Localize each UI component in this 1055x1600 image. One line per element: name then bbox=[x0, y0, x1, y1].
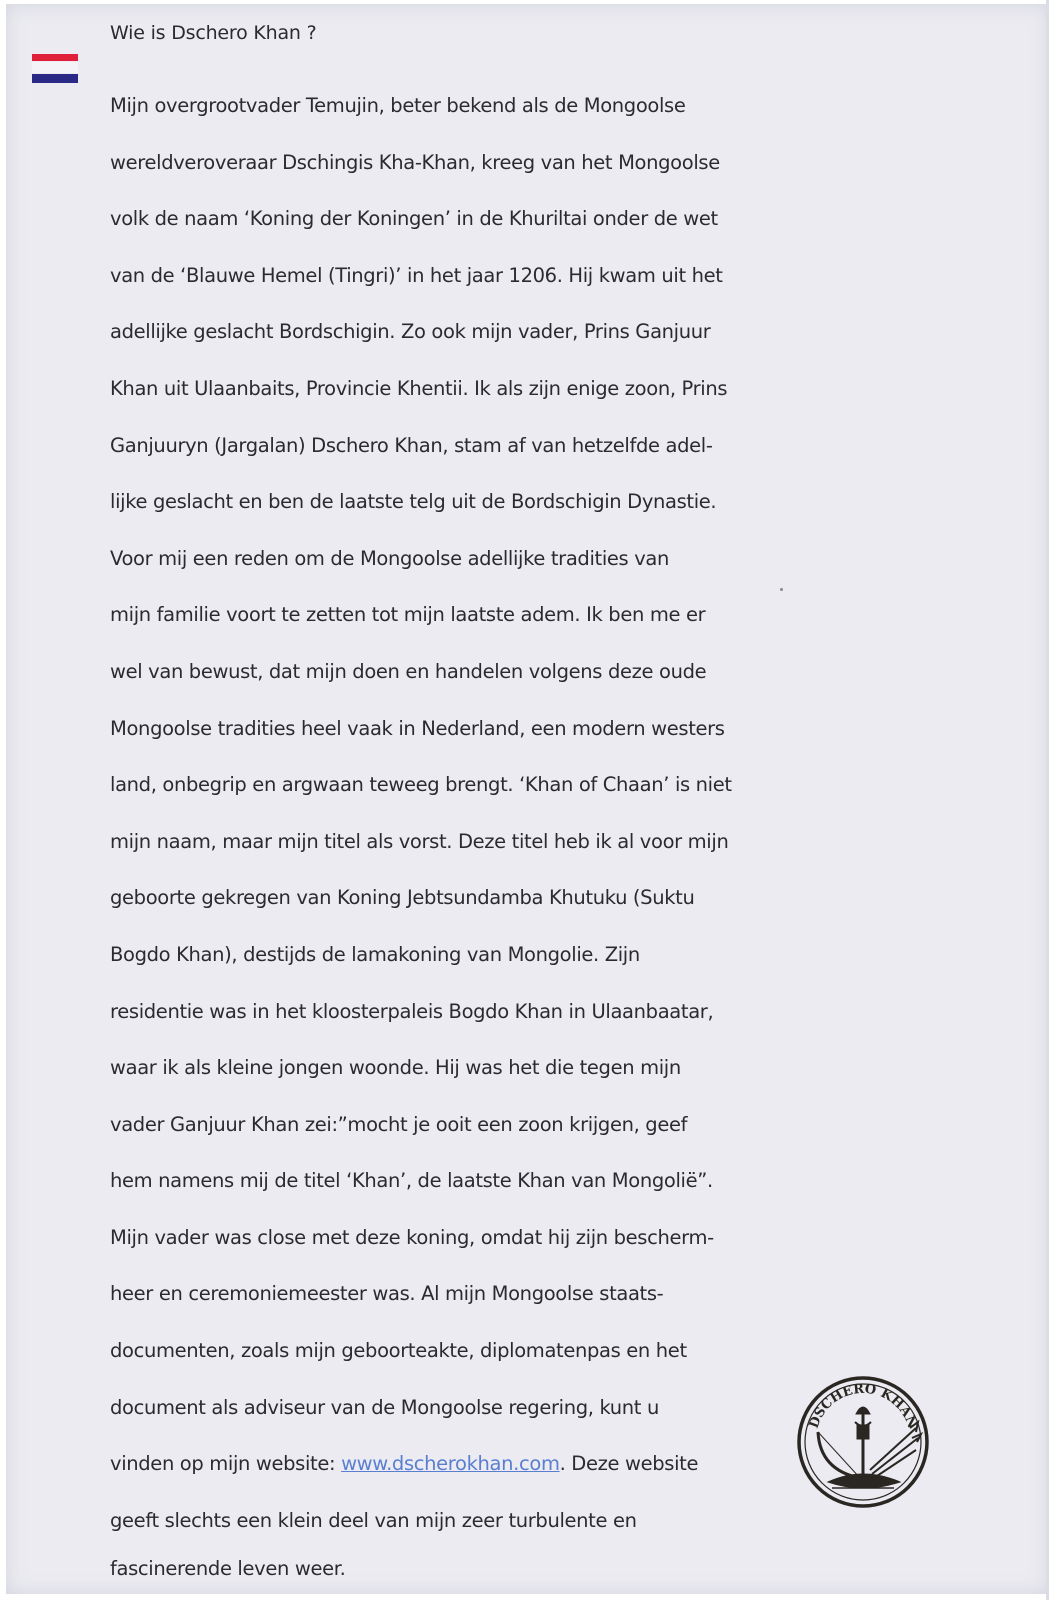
text-line: Mijn overgrootvader Temujin, beter bekend als de Mongoolse bbox=[110, 94, 686, 117]
text-line: wereldveroveraar Dschingis Kha-Khan, kreeg van het Mongoolse bbox=[110, 150, 720, 174]
text-line: fascinerende leven weer. bbox=[110, 1557, 346, 1581]
text-line: document als adviseur van de Mongoolse regering, kunt u bbox=[110, 1395, 659, 1419]
text-line: van de ‘Blauwe Hemel (Tingri)’ in het jaar 1206. Hij kwam uit het bbox=[110, 263, 723, 287]
website-text-after: . Deze website bbox=[559, 1452, 699, 1476]
text-line: waar ik als kleine jongen woonde. Hij was het die tegen mijn bbox=[110, 1056, 681, 1080]
text-line: hem namens mij de titel ‘Khan’, de laatste Khan van Mongolië”. bbox=[110, 1169, 713, 1193]
text-line: land, onbegrip en argwaan teweeg brengt. ‘Khan of Chaan’ is niet bbox=[110, 773, 732, 797]
dutch-flag-icon bbox=[32, 52, 78, 86]
text-line: Bogdo Khan), destijds de lamakoning van Mongolie. Zijn bbox=[110, 942, 640, 966]
website-line bbox=[110, 1436, 810, 1493]
text-line: volk de naam ‘Koning der Koningen’ in de Khuriltai onder de wet bbox=[110, 207, 718, 231]
text-line: Voor mij een reden om de Mongoolse adellijke tradities van bbox=[110, 546, 669, 570]
paper-edge bbox=[1046, 0, 1049, 1600]
text-line: vader Ganjuur Khan zei:”mocht je ooit een zoon krijgen, geef bbox=[110, 1112, 688, 1136]
text-line: Mijn vader was close met deze koning, omdat hij zijn bescherm- bbox=[110, 1225, 714, 1249]
text-line: mijn naam, maar mijn titel als vorst. Deze titel heb ik al voor mijn bbox=[110, 829, 729, 853]
text-line: heer en ceremoniemeester was. Al mijn Mongoolse staats- bbox=[110, 1282, 664, 1306]
text-line: geeft slechts een klein deel van mijn zeer turbulente en bbox=[110, 1508, 637, 1532]
document-body bbox=[110, 18, 810, 1589]
text-line: geboorte gekregen van Koning Jebtsundamba Khutuku (Suktu bbox=[110, 886, 695, 910]
website-link[interactable]: www.dscherokhan.com bbox=[341, 1452, 560, 1476]
text-line: lijke geslacht en ben de laatste telg uit de Bordschigin Dynastie. bbox=[110, 490, 717, 514]
seal-lettering: DSCHERO KHAN bbox=[806, 1381, 920, 1431]
document-title: Wie is Dschero Khan ? bbox=[110, 22, 317, 44]
dschero-khan-seal-icon bbox=[788, 1370, 938, 1510]
text-line: wel van bewust, dat mijn doen en handelen volgens deze oude bbox=[110, 659, 707, 683]
text-line: documenten, zoals mijn geboorteakte, diplomatenpas en het bbox=[110, 1339, 687, 1363]
text-line: adellijke geslacht Bordschigin. Zo ook mijn vader, Prins Ganjuur bbox=[110, 320, 711, 344]
text-line: Mongoolse tradities heel vaak in Nederland, een modern westers bbox=[110, 716, 725, 740]
text-line: mijn familie voort te zetten tot mijn laatste adem. Ik ben me er bbox=[110, 603, 706, 627]
text-line: Khan uit Ulaanbaits, Provincie Khentii. Ik als zijn enige zoon, Prins bbox=[110, 376, 728, 400]
text-line: Ganjuuryn (Jargalan) Dschero Khan, stam af van hetzelfde adel- bbox=[110, 433, 713, 457]
scan-speck bbox=[780, 588, 783, 591]
website-text-before: vinden op mijn website: bbox=[110, 1452, 342, 1476]
text-line: residentie was in het kloosterpaleis Bogdo Khan in Ulaanbaatar, bbox=[110, 999, 714, 1023]
